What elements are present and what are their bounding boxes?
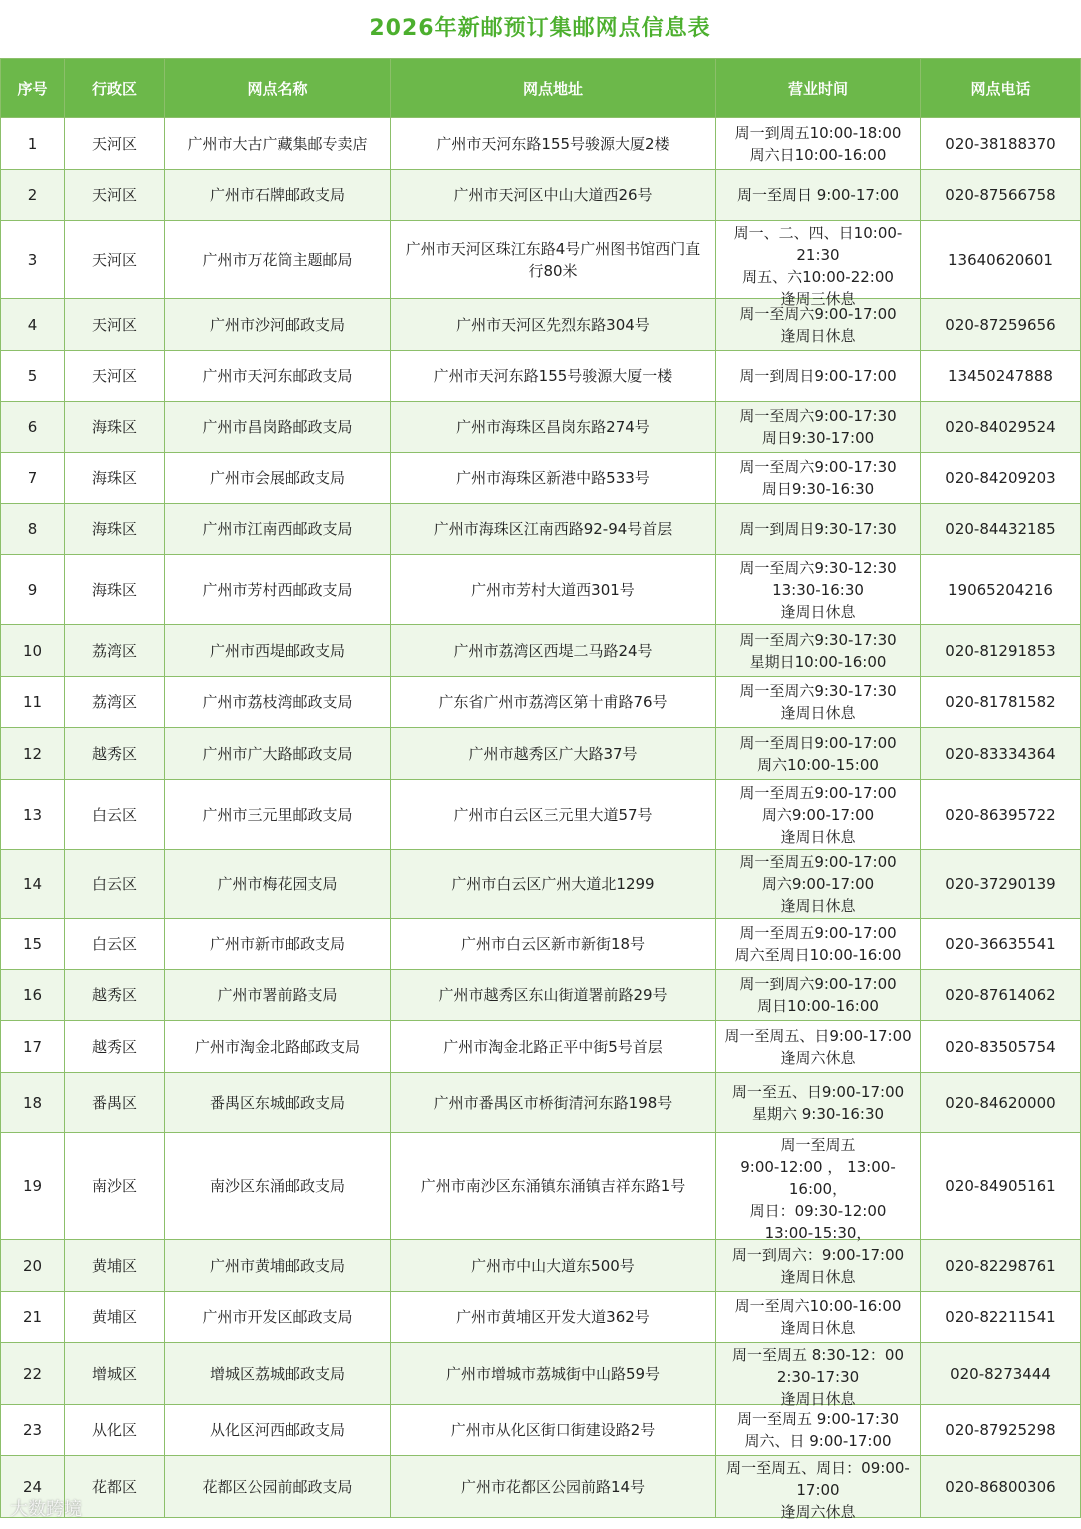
cell-hours — [716, 555, 921, 625]
cell-phone: 020-86395722 — [921, 780, 1081, 850]
cell-hours-line: 周日9:30-16:30 — [761, 480, 875, 498]
cell-address-line: 广东省广州市荔湾区第十甫路76号 — [438, 693, 668, 711]
cell-phone: 020-84029524 — [921, 402, 1081, 453]
cell-address-line: 广州市天河东路155号骏源大厦2楼 — [436, 134, 670, 153]
cell-hours-line: 逢周日休息 — [780, 1267, 856, 1286]
cell-name: 广州市广大路邮政支局 — [165, 728, 391, 780]
cell-no: 15 — [1, 919, 65, 970]
cell-hours — [716, 1073, 921, 1133]
cell-hours — [716, 1292, 921, 1343]
table-row — [1, 299, 1081, 351]
cell-address-line: 广州市南沙区东涌镇东涌镇吉祥东路1号 — [420, 1177, 686, 1195]
cell-name: 广州市黄埔邮政支局 — [165, 1240, 391, 1292]
cell-address — [391, 555, 716, 625]
cell-district: 荔湾区 — [65, 677, 165, 728]
cell-name: 广州市芳村西邮政支局 — [165, 555, 391, 625]
column-header-hours: 营业时间 — [716, 59, 921, 118]
cell-hours-line: 周一到周六9:00-17:00 — [739, 975, 897, 993]
cell-address — [391, 1073, 716, 1133]
cell-no: 9 — [1, 555, 65, 625]
cell-hours — [716, 970, 921, 1021]
cell-district: 天河区 — [65, 170, 165, 221]
cell-hours-line: 周六日10:00-16:00 — [749, 145, 887, 164]
cell-district: 天河区 — [65, 118, 165, 170]
cell-no: 8 — [1, 504, 65, 555]
cell-hours — [716, 728, 921, 780]
cell-hours-line: 周六、日 9:00-17:00 — [744, 1432, 892, 1450]
cell-phone: 020-87925298 — [921, 1405, 1081, 1456]
table-row — [1, 728, 1081, 780]
cell-hours-line: 21:30 — [796, 245, 840, 264]
cell-phone: 020-81781582 — [921, 677, 1081, 728]
cell-address — [391, 780, 716, 850]
cell-hours-line: 周一到周五10:00-18:00 — [734, 123, 902, 142]
cell-hours — [716, 850, 921, 919]
cell-name: 广州市大古广藏集邮专卖店 — [165, 118, 391, 170]
cell-no: 6 — [1, 402, 65, 453]
cell-hours-line: 周一至周六9:30-17:30 — [739, 682, 897, 700]
cell-district: 天河区 — [65, 299, 165, 351]
cell-address-line: 广州市番禺区市桥街清河东路198号 — [433, 1093, 673, 1112]
cell-address — [391, 625, 716, 677]
outlet-table — [0, 58, 1081, 1521]
cell-address — [391, 677, 716, 728]
cell-hours-line: 周一到周日9:30-17:30 — [739, 520, 897, 538]
column-header-no: 序号 — [1, 59, 65, 118]
cell-phone: 020-84620000 — [921, 1073, 1081, 1133]
cell-hours-line: 周一至周五、日9:00-17:00 — [724, 1026, 912, 1045]
cell-name: 增城区荔城邮政支局 — [165, 1343, 391, 1405]
cell-address-line: 广州市海珠区昌岗东路274号 — [456, 418, 650, 436]
cell-phone: 020-82298761 — [921, 1240, 1081, 1292]
cell-address — [391, 221, 716, 299]
cell-no: 2 — [1, 170, 65, 221]
cell-hours-line: 17:00 — [796, 1480, 840, 1499]
table-row — [1, 1343, 1081, 1405]
cell-hours — [716, 504, 921, 555]
cell-address — [391, 1240, 716, 1292]
cell-address — [391, 1456, 716, 1518]
column-header-phone: 网点电话 — [921, 59, 1081, 118]
cell-address — [391, 919, 716, 970]
table-row — [1, 1073, 1081, 1133]
cell-hours-line: 周六10:00-15:00 — [757, 755, 879, 774]
cell-name: 广州市会展邮政支局 — [165, 453, 391, 504]
cell-no: 17 — [1, 1021, 65, 1073]
cell-phone: 020-82211541 — [921, 1292, 1081, 1343]
cell-no: 13 — [1, 780, 65, 850]
cell-address — [391, 351, 716, 402]
cell-phone: 020-83334364 — [921, 728, 1081, 780]
cell-name: 广州市淘金北路邮政支局 — [165, 1021, 391, 1073]
cell-name: 广州市昌岗路邮政支局 — [165, 402, 391, 453]
cell-name: 广州市江南西邮政支局 — [165, 504, 391, 555]
cell-phone: 020-8273444 — [921, 1343, 1081, 1405]
cell-hours — [716, 1021, 921, 1073]
cell-hours-line: 周六9:00-17:00 — [761, 875, 875, 893]
cell-hours-line: 逢周日休息 — [780, 602, 856, 621]
table-row — [1, 970, 1081, 1021]
cell-address-line: 广州市越秀区东山街道署前路29号 — [438, 986, 668, 1004]
cell-hours-line: 周一至周六10:00-16:00 — [734, 1297, 902, 1315]
cell-address — [391, 118, 716, 170]
cell-no: 16 — [1, 970, 65, 1021]
cell-district: 海珠区 — [65, 555, 165, 625]
cell-hours-line: 周日10:00-16:00 — [757, 997, 879, 1015]
cell-address-line: 广州市荔湾区西堤二马路24号 — [453, 641, 653, 660]
cell-hours-line: 逢周日休息 — [780, 827, 856, 846]
cell-district: 番禺区 — [65, 1073, 165, 1133]
cell-address-line: 广州市越秀区广大路37号 — [468, 744, 638, 763]
cell-address — [391, 1292, 716, 1343]
cell-address-line: 广州市天河区先烈东路304号 — [456, 315, 650, 334]
cell-district: 海珠区 — [65, 402, 165, 453]
cell-hours-line: 周一至周六9:30-12:30 — [739, 558, 897, 577]
cell-hours — [716, 118, 921, 170]
cell-hours — [716, 919, 921, 970]
cell-address — [391, 504, 716, 555]
cell-no: 14 — [1, 850, 65, 919]
cell-phone: 020-37290139 — [921, 850, 1081, 919]
cell-name: 广州市西堤邮政支局 — [165, 625, 391, 677]
table-row — [1, 555, 1081, 625]
cell-no: 1 — [1, 118, 65, 170]
cell-phone: 020-84432185 — [921, 504, 1081, 555]
cell-hours-line: 周一至周日 9:00-17:00 — [736, 186, 900, 204]
cell-district: 黄埔区 — [65, 1240, 165, 1292]
table-row — [1, 1240, 1081, 1292]
table-row — [1, 919, 1081, 970]
cell-hours-line: 周一至周五9:00-17:00 — [739, 853, 897, 871]
cell-address — [391, 1133, 716, 1240]
table-row — [1, 677, 1081, 728]
cell-hours — [716, 1405, 921, 1456]
cell-hours-line: 周一至周六9:00-17:30 — [739, 407, 897, 425]
cell-address-line: 广州市天河东路155号骏源大厦一楼 — [433, 367, 673, 385]
cell-hours — [716, 170, 921, 221]
page-title: 2026年新邮预订集邮网点信息表 — [369, 16, 711, 41]
cell-address-line: 广州市从化区街口街建设路2号 — [450, 1421, 656, 1439]
cell-district: 越秀区 — [65, 970, 165, 1021]
cell-name: 广州市荔枝湾邮政支局 — [165, 677, 391, 728]
cell-district: 天河区 — [65, 351, 165, 402]
table-row — [1, 1405, 1081, 1456]
cell-address-line: 广州市白云区广州大道北1299 — [451, 875, 655, 893]
table-row — [1, 1456, 1081, 1518]
cell-phone: 020-87566758 — [921, 170, 1081, 221]
cell-name: 广州市开发区邮政支局 — [165, 1292, 391, 1343]
cell-hours-line: 13:00-15:30， — [764, 1223, 872, 1242]
cell-hours-line: 周日：09:30-12:00 — [749, 1201, 887, 1220]
cell-no: 10 — [1, 625, 65, 677]
cell-hours-line: 逢周六休息 — [780, 1048, 856, 1067]
cell-phone: 020-83505754 — [921, 1021, 1081, 1073]
cell-address — [391, 170, 716, 221]
cell-name: 广州市署前路支局 — [165, 970, 391, 1021]
cell-hours-line: 逢周日休息 — [780, 704, 856, 722]
cell-name: 广州市新市邮政支局 — [165, 919, 391, 970]
cell-phone: 020-86800306 — [921, 1456, 1081, 1518]
cell-hours-line: 周一至周五9:00-17:00 — [739, 924, 897, 942]
table-row — [1, 625, 1081, 677]
cell-no: 24 — [1, 1456, 65, 1518]
cell-no: 4 — [1, 299, 65, 351]
cell-no: 20 — [1, 1240, 65, 1292]
cell-hours-line: 周一至周六9:00-17:00 — [739, 304, 897, 323]
cell-no: 22 — [1, 1343, 65, 1405]
cell-phone: 020-84905161 — [921, 1133, 1081, 1240]
cell-hours-line: 周日9:30-17:00 — [761, 429, 875, 447]
cell-district: 南沙区 — [65, 1133, 165, 1240]
cell-district: 白云区 — [65, 780, 165, 850]
cell-address-line: 广州市淘金北路正平中街5号首层 — [443, 1037, 663, 1056]
cell-hours-line: 周一、二、四、日10:00- — [733, 223, 903, 242]
cell-district: 越秀区 — [65, 1021, 165, 1073]
cell-hours — [716, 1456, 921, 1521]
column-header-district: 行政区 — [65, 59, 165, 118]
cell-name: 从化区河西邮政支局 — [165, 1405, 391, 1456]
cell-hours-line: 星期六 9:30-16:30 — [751, 1104, 885, 1123]
cell-address-line: 广州市天河区中山大道西26号 — [453, 186, 653, 204]
cell-address — [391, 402, 716, 453]
cell-hours-line: 逢周三休息 — [780, 289, 856, 308]
cell-address-line: 广州市中山大道东500号 — [471, 1256, 635, 1275]
cell-hours-line: 逢周日休息 — [780, 1319, 856, 1337]
cell-address — [391, 1343, 716, 1405]
cell-hours-line: 周一至周五9:00-17:00 — [739, 783, 897, 802]
cell-phone: 020-81291853 — [921, 625, 1081, 677]
cell-hours-line: 周一至周五 — [780, 1135, 856, 1154]
cell-hours-line: 周五、六10:00-22:00 — [742, 267, 894, 286]
table-row — [1, 1021, 1081, 1073]
cell-address-line: 广州市海珠区江南西路92-94号首层 — [433, 520, 673, 538]
table-row — [1, 1292, 1081, 1343]
cell-name: 南沙区东涌邮政支局 — [165, 1133, 391, 1240]
cell-address — [391, 453, 716, 504]
cell-hours-line: 周一至五、日9:00-17:00 — [731, 1082, 905, 1101]
cell-hours — [716, 402, 921, 453]
cell-hours — [716, 351, 921, 402]
cell-phone: 020-36635541 — [921, 919, 1081, 970]
cell-hours-line: 星期日10:00-16:00 — [749, 652, 887, 671]
cell-no: 12 — [1, 728, 65, 780]
cell-hours — [716, 453, 921, 504]
cell-phone: 020-84209203 — [921, 453, 1081, 504]
cell-address-line: 广州市海珠区新港中路533号 — [456, 469, 650, 487]
cell-no: 21 — [1, 1292, 65, 1343]
table-row — [1, 351, 1081, 402]
cell-district: 白云区 — [65, 850, 165, 919]
cell-hours-line: 16:00， — [788, 1179, 848, 1198]
cell-address-line: 行80米 — [528, 261, 578, 280]
cell-district: 花都区 — [65, 1456, 165, 1518]
cell-district: 天河区 — [65, 221, 165, 299]
cell-address-line: 广州市天河区珠江东路4号广州图书馆西门直 — [405, 239, 701, 258]
cell-no: 5 — [1, 351, 65, 402]
cell-district: 增城区 — [65, 1343, 165, 1405]
cell-hours-line: 周一至周五 8:30-12：00 — [731, 1345, 905, 1364]
cell-address-line: 广州市白云区新市新街18号 — [460, 935, 646, 953]
cell-phone: 020-38188370 — [921, 118, 1081, 170]
cell-name: 广州市三元里邮政支局 — [165, 780, 391, 850]
cell-phone: 13450247888 — [921, 351, 1081, 402]
cell-hours — [716, 1343, 921, 1408]
table-row — [1, 221, 1081, 299]
table-row — [1, 402, 1081, 453]
cell-address — [391, 728, 716, 780]
cell-phone: 13640620601 — [921, 221, 1081, 299]
cell-phone: 020-87614062 — [921, 970, 1081, 1021]
cell-hours-line: 逢周六休息 — [780, 1502, 856, 1521]
cell-name: 广州市天河东邮政支局 — [165, 351, 391, 402]
cell-hours — [716, 1240, 921, 1292]
cell-address-line: 广州市增城市荔城街中山路59号 — [445, 1364, 661, 1383]
cell-name: 花都区公园前邮政支局 — [165, 1456, 391, 1518]
cell-address-line: 广州市黄埔区开发大道362号 — [456, 1308, 650, 1326]
cell-no: 11 — [1, 677, 65, 728]
cell-district: 从化区 — [65, 1405, 165, 1456]
cell-no: 7 — [1, 453, 65, 504]
table-row — [1, 850, 1081, 919]
table-row — [1, 453, 1081, 504]
cell-hours-line: 周一至周日9:00-17:00 — [739, 733, 897, 752]
cell-district: 海珠区 — [65, 504, 165, 555]
cell-name: 番禺区东城邮政支局 — [165, 1073, 391, 1133]
cell-no: 18 — [1, 1073, 65, 1133]
cell-hours-line: 周一至周五 9:00-17:30 — [736, 1410, 900, 1428]
cell-address — [391, 970, 716, 1021]
cell-address — [391, 1405, 716, 1456]
cell-hours — [716, 625, 921, 677]
cell-name: 广州市石牌邮政支局 — [165, 170, 391, 221]
cell-address-line: 广州市芳村大道西301号 — [471, 580, 635, 599]
cell-hours — [716, 299, 921, 351]
cell-no: 23 — [1, 1405, 65, 1456]
cell-hours-line: 逢周日休息 — [780, 326, 856, 345]
cell-district: 海珠区 — [65, 453, 165, 504]
cell-hours — [716, 221, 921, 308]
cell-hours — [716, 1133, 921, 1240]
table-row — [1, 118, 1081, 170]
cell-phone: 020-87259656 — [921, 299, 1081, 351]
cell-name: 广州市万花筒主题邮局 — [165, 221, 391, 299]
cell-address-line: 广州市花都区公园前路14号 — [460, 1477, 646, 1496]
cell-name: 广州市梅花园支局 — [165, 850, 391, 919]
cell-phone: 19065204216 — [921, 555, 1081, 625]
table-row — [1, 780, 1081, 850]
cell-address — [391, 850, 716, 919]
cell-hours-line: 周六至周日10:00-16:00 — [734, 946, 902, 964]
table-row — [1, 170, 1081, 221]
column-header-address: 网点地址 — [391, 59, 716, 118]
cell-hours-line: 周六9:00-17:00 — [761, 805, 875, 824]
watermark-logo: 大数跨境 — [10, 1499, 82, 1520]
cell-hours — [716, 677, 921, 728]
cell-hours-line: 周一至周五、周日：09:00- — [726, 1458, 910, 1477]
cell-district: 荔湾区 — [65, 625, 165, 677]
cell-hours-line: 2:30-17:30 — [776, 1367, 860, 1386]
cell-hours — [716, 780, 921, 850]
cell-district: 越秀区 — [65, 728, 165, 780]
cell-hours-line: 周一到周六：9:00-17:00 — [731, 1245, 905, 1264]
cell-address — [391, 299, 716, 351]
cell-name: 广州市沙河邮政支局 — [165, 299, 391, 351]
cell-hours-line: 逢周日休息 — [780, 897, 856, 915]
cell-hours-line: 周一至周六9:30-17:30 — [739, 630, 897, 649]
cell-district: 黄埔区 — [65, 1292, 165, 1343]
table-header-row — [1, 59, 1081, 118]
table-row — [1, 1133, 1081, 1240]
cell-address-line: 广州市白云区三元里大道57号 — [453, 805, 653, 824]
cell-address — [391, 1021, 716, 1073]
cell-district: 白云区 — [65, 919, 165, 970]
cell-hours-line: 逢周日休息 — [780, 1389, 856, 1408]
cell-hours-line: 周一至周六9:00-17:30 — [739, 458, 897, 476]
cell-no: 3 — [1, 221, 65, 299]
cell-hours-line: 9:00-12:00 ， 13:00- — [740, 1157, 896, 1176]
cell-hours-line: 13:30-16:30 — [772, 580, 864, 599]
column-header-name: 网点名称 — [165, 59, 391, 118]
table-row — [1, 504, 1081, 555]
cell-hours-line: 周一到周日9:00-17:00 — [739, 367, 897, 385]
cell-no: 19 — [1, 1133, 65, 1240]
